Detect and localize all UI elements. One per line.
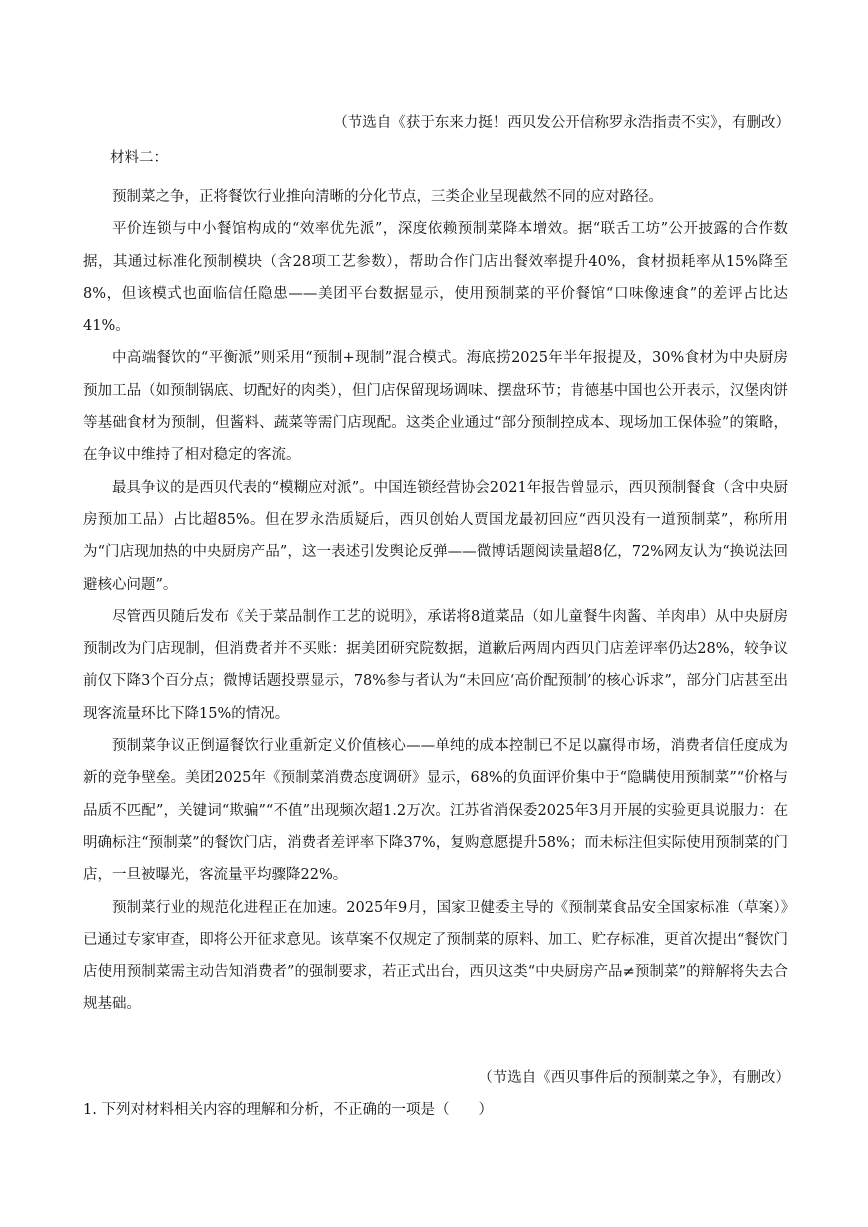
paragraph: 预制菜之争，正将餐饮行业推向清晰的分化节点，三类企业呈现截然不同的应对路径。 <box>112 189 663 205</box>
section-heading: 材料二： <box>110 150 168 166</box>
paragraph: 中高端餐饮的“平衡派”则采用“预制+现制”混合模式。海底捞2025年半年报提及，30%食材为中央厨房预加工品（如预制锅底、切配好的肉类），但门店保留现场调味、摆盘环节；肯德基中国也公开表示，汉堡肉饼等基础食材为预制，但酱料、蔬菜等需门店现配。这类企业通过“部分预制控成本、现场加工保体验”的策略，在争议中维持了相对稳定的客流。 <box>83 350 788 464</box>
paragraph: 尽管西贝随后发布《关于菜品制作工艺的说明》，承诺将8道菜品（如儿童餐牛肉酱、羊肉串）从中央厨房预制改为门店现制，但消费者并不买账：据美团研究院数据，道歉后两周内西贝门店差评率仍达28%，较争议前仅下降3个百分点；微博话题投票显示，78%参与者认为“未回应‘高价配预制’的核心诉求”，部分门店甚至出现客流量环比下降15%的情况。 <box>83 608 788 722</box>
paragraph: 平价连锁与中小餐馆构成的“效率优先派”，深度依赖预制菜降本增效。据“联舌工坊”公开披露的合作数据，其通过标准化预制模块（含28项工艺参数），帮助合作门店出餐效率提升40%，食材损耗率从15%降至8%，但该模式也面临信任隐患——美团平台数据显示，使用预制菜的平价餐馆“口味像速食”的差评占比达41%。 <box>83 221 788 335</box>
source-citation-top: （节选自《获于东来力挺！西贝发公开信称罗永浩指责不实》，有删改） <box>333 115 790 131</box>
paragraph: 预制菜争议正倒逼餐饮行业重新定义价值核心——单纯的成本控制已不足以赢得市场，消费者信任度成为新的竞争壁垒。美团2025年《预制菜消费态度调研》显示，68%的负面评价集中于“隐瞒使用预制菜”“价格与品质不匹配”，关键词“欺骗”“不值”出现频次超1.2万次。江苏省消保委2025年3月开展的实验更具说服力：在明确标注“预制菜”的餐饮门店，消费者差评率下降37%，复购意愿提升58%；而未标注但实际使用预制菜的门店，一旦被曝光，客流量平均骤降22%。 <box>83 738 788 884</box>
source-citation-bottom: （节选自《西贝事件后的预制菜之争》，有删改） <box>478 1070 790 1086</box>
paragraph: 预制菜行业的规范化进程正在加速。2025年9月，国家卫健委主导的《预制菜食品安全国家标准（草案）》已通过专家审查，即将公开征求意见。该草案不仅规定了预制菜的原料、加工、贮存标准，更首次提出“餐饮门店使用预制菜需主动告知消费者”的强制要求，若正式出台，西贝这类“中央厨房产品≠预制菜”的辩解将失去合规基础。 <box>83 899 788 1013</box>
question-stem: 1. 下列对材料相关内容的理解和分析，不正确的一项是（ ） <box>83 1102 493 1118</box>
article-body <box>83 181 788 1021</box>
paragraph: 最具争议的是西贝代表的“模糊应对派”。中国连锁经营协会2021年报告曾显示，西贝预制餐食（含中央厨房预加工品）占比超85%。但在罗永浩质疑后，西贝创始人贾国龙最初回应“西贝没有一道预制菜”，称所用为“门店现加热的中央厨房产品”，这一表述引发舆论反弹——微博话题阅读量超8亿，72%网友认为“换说法回避核心问题”。 <box>83 479 788 593</box>
